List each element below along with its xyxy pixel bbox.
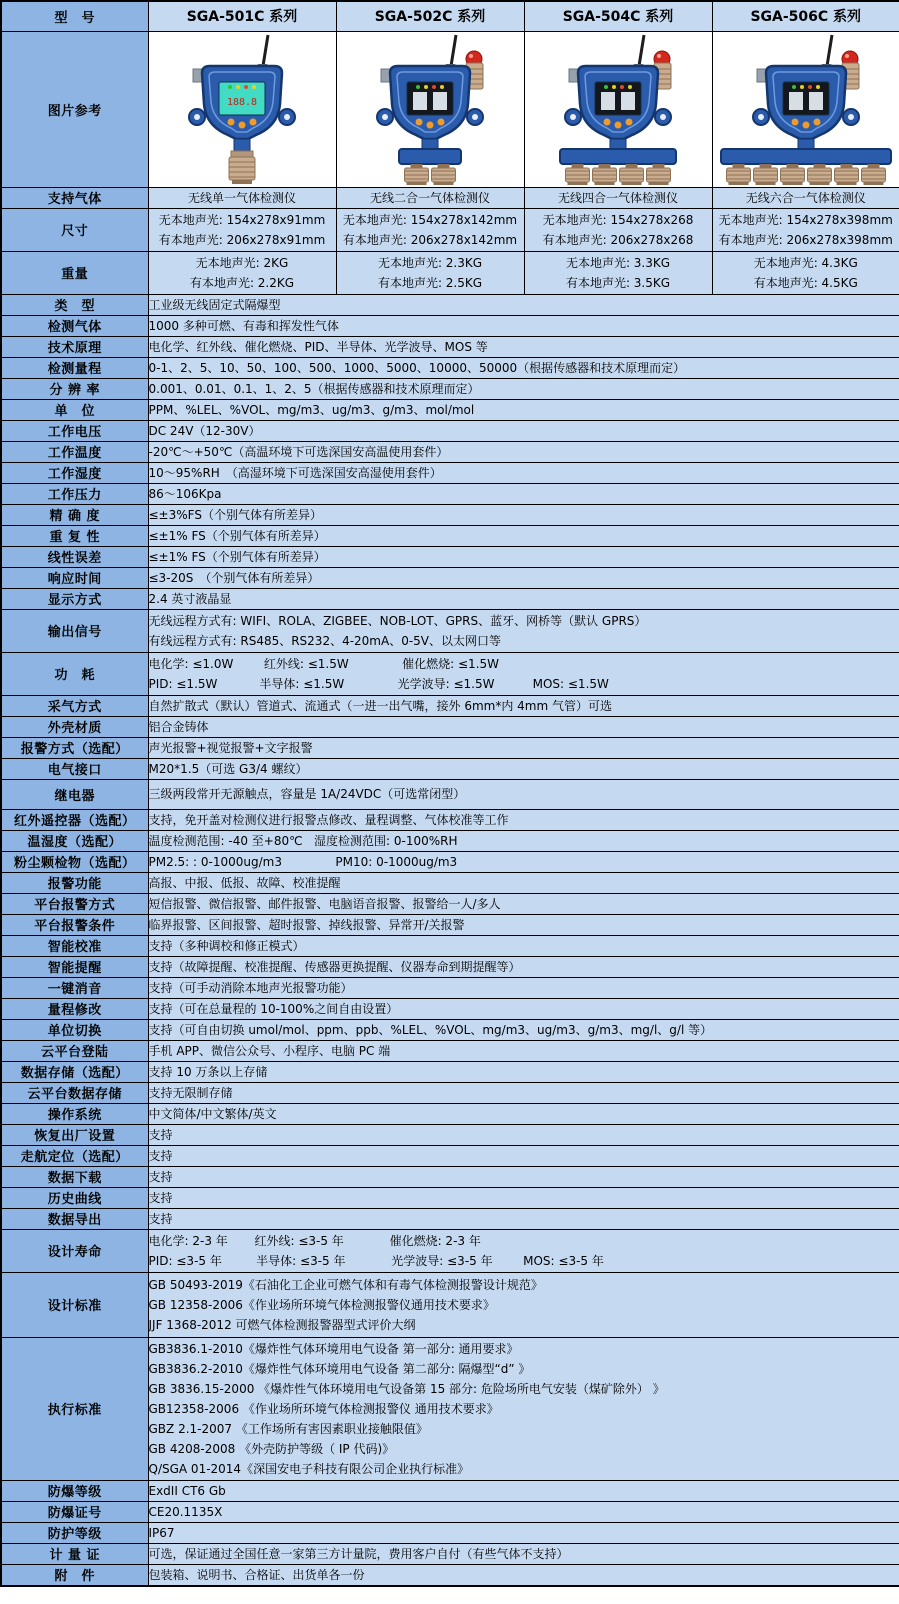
cell-line: 有本地声光: 2.5KG [377, 275, 483, 290]
cell-line: 支持（故障提醒、校准提醒、传感器更换提醒、仪器寿命到期提醒等） [148, 959, 521, 974]
table-row [1, 567, 899, 588]
row-label-os: 操作系统 [1, 1103, 148, 1124]
table-row [1, 1082, 899, 1103]
cell-line: 工业级无线固定式隔爆型 [148, 297, 281, 312]
cell-line: 支持 [148, 1211, 173, 1226]
table-row [1, 652, 899, 695]
row-label-display: 显示方式 [1, 588, 148, 609]
row-label-model: 型 号 [1, 1, 148, 31]
cell-supported-gas-3: 无线四合一气体检测仪 [524, 187, 712, 208]
cell-line: 铝合金铸体 [148, 719, 209, 734]
row-label-temp-humidity: 温湿度（选配） [1, 830, 148, 851]
row-label-housing-material: 外壳材质 [1, 716, 148, 737]
row-value-linearity-error [148, 546, 899, 567]
cell-line: GB 4208-2008 《外壳防护等级（ IP 代码)》 [148, 1441, 395, 1456]
row-value-display [148, 588, 899, 609]
row-value-dust-particle [148, 851, 899, 872]
row-value-alarm-mode [148, 737, 899, 758]
table-row [1, 851, 899, 872]
cell-weight-1 [148, 251, 336, 294]
cell-line: JJF 1368-2012 可燃气体检测报警器型式评价大纲 [148, 1317, 416, 1332]
table-row [1, 462, 899, 483]
cell-line: 支持，免开盖对检测仪进行报警点修改、量程调整、气体校准等工作 [148, 812, 509, 827]
table-row [1, 1019, 899, 1040]
cell-line: DC 24V（12-30V） [148, 423, 261, 438]
row-value-factory-reset [148, 1124, 899, 1145]
device-image-SGA-504C [525, 32, 711, 186]
cell-line: CE20.1135X [148, 1504, 223, 1519]
cell-line: -20℃～+50℃（高温环境下可选深国安高温使用套件） [148, 444, 449, 459]
row-value-working-voltage [148, 420, 899, 441]
svg-text:188.8: 188.8 [226, 97, 258, 108]
cell-line: 10～95%RH （高湿环境下可选深国安高湿使用套件） [148, 465, 442, 480]
cell-line: IP67 [148, 1525, 175, 1540]
cell-line: 短信报警、微信报警、邮件报警、电脑语音报警、报警给一人/多人 [148, 896, 501, 911]
row-value-sampling-method [148, 695, 899, 716]
cell-line: 有本地声光: 206x278x91mm [158, 232, 326, 247]
table-row [1, 251, 899, 294]
cell-line: 支持（可自由切换 umol/mol、ppm、ppb、%LEL、%VOL、mg/m3、ug/m3、g/m3、mg/l、g/l 等） [148, 1022, 713, 1037]
table-row [1, 504, 899, 525]
row-value-cloud-login [148, 1040, 899, 1061]
row-value-accuracy [148, 504, 899, 525]
row-label-detected-gases: 检测气体 [1, 315, 148, 336]
row-value-data-storage [148, 1061, 899, 1082]
row-value-resolution [148, 378, 899, 399]
table-row [1, 399, 899, 420]
row-value-relay [148, 779, 899, 809]
table-row [1, 737, 899, 758]
table-row [1, 294, 899, 315]
row-value-protection-grade [148, 1522, 899, 1543]
cell-line: 温度检测范围: -40 至+80℃ 湿度检测范围: 0-100%RH [148, 833, 458, 848]
cell-line: 可选，保证通过全国任意一家第三方计量院，费用客户自付（有些气体不支持） [148, 1546, 569, 1561]
table-row [1, 336, 899, 357]
cell-line: 无本地声光: 154x278x398mm [718, 212, 893, 227]
cell-line: ExdII CT6 Gb [148, 1483, 226, 1498]
row-label-linearity-error: 线性误差 [1, 546, 148, 567]
table-row [1, 1522, 899, 1543]
row-value-one-key-mute [148, 977, 899, 998]
row-label-type: 类 型 [1, 294, 148, 315]
row-label-accuracy: 精 确 度 [1, 504, 148, 525]
table-row [1, 758, 899, 779]
table-row [1, 1272, 899, 1337]
cell-line: GB12358-2006 《作业场所环境气体检测报警仪 通用技术要求》 [148, 1401, 499, 1416]
cell-line: GBZ 2.1-2007 《工作场所有害因素职业接触限值》 [148, 1421, 428, 1436]
row-value-history-curve [148, 1187, 899, 1208]
row-label-working-humidity: 工作湿度 [1, 462, 148, 483]
row-label-alarm-function: 报警功能 [1, 872, 148, 893]
row-label-dimensions: 尺寸 [1, 208, 148, 251]
cell-line: 有本地声光: 206x278x268 [542, 232, 694, 247]
cell-line: 0.001、0.01、0.1、1、2、5（根据传感器和技术原理而定） [148, 381, 480, 396]
row-value-range-modification [148, 998, 899, 1019]
row-label-range: 检测量程 [1, 357, 148, 378]
antenna-icon [827, 35, 832, 66]
row-value-nav-positioning [148, 1145, 899, 1166]
row-label-factory-reset: 恢复出厂设置 [1, 1124, 148, 1145]
row-value-data-download [148, 1166, 899, 1187]
cell-line: GB 12358-2006《作业场所环境气体检测报警仪通用技术要求》 [148, 1297, 495, 1312]
cell-line: ≤±3%FS（个别气体有所差异） [148, 507, 322, 522]
cell-line: 手机 APP、微信公众号、小程序、电脑 PC 端 [148, 1043, 391, 1058]
row-value-cloud-storage [148, 1082, 899, 1103]
row-label-design-standard: 设计标准 [1, 1272, 148, 1337]
row-value-housing-material [148, 716, 899, 737]
device-image-SGA-502C [337, 32, 523, 186]
cell-line: 无本地声光: 2.3KG [377, 255, 483, 270]
cell-line: 2.4 英寸液晶显 [148, 591, 232, 606]
cell-line: 支持 10 万条以上存储 [148, 1064, 268, 1079]
cell-dimensions-4 [712, 208, 899, 251]
model-header-2: SGA-502C 系列 [336, 1, 524, 31]
row-value-power-consumption [148, 652, 899, 695]
row-label-data-storage: 数据存储（选配） [1, 1061, 148, 1082]
row-value-execution-standard [148, 1337, 899, 1480]
table-row [1, 1480, 899, 1501]
cell-line: 无本地声光: 2KG [195, 255, 289, 270]
row-value-electrical-interface [148, 758, 899, 779]
cell-line: 有本地声光: 3.5KG [565, 275, 671, 290]
table-row [1, 1564, 899, 1586]
antenna-icon [451, 35, 456, 66]
cell-line: 无本地声光: 4.3KG [753, 255, 858, 270]
table-row [1, 1208, 899, 1229]
cell-line: 有本地声光: 2.2KG [189, 275, 295, 290]
table-row [1, 187, 899, 208]
table-row [1, 1229, 899, 1272]
row-value-repeatability [148, 525, 899, 546]
row-value-unit-switch [148, 1019, 899, 1040]
row-label-image-reference: 图片参考 [1, 31, 148, 187]
row-value-accessories [148, 1564, 899, 1586]
device-cell-SGA-504C [524, 31, 712, 187]
row-label-sampling-method: 采气方式 [1, 695, 148, 716]
device-cell-SGA-502C [336, 31, 524, 187]
row-label-supported-gas: 支持气体 [1, 187, 148, 208]
row-label-platform-alarm-condition: 平台报警条件 [1, 914, 148, 935]
row-value-platform-alarm-condition [148, 914, 899, 935]
row-value-smart-calibration [148, 935, 899, 956]
row-label-explosion-proof-cert: 防爆证号 [1, 1501, 148, 1522]
cell-line: 高报、中报、低报、故障、校准提醒 [148, 875, 341, 890]
model-header-4: SGA-506C 系列 [712, 1, 899, 31]
row-value-response-time [148, 567, 899, 588]
table-row [1, 809, 899, 830]
cell-line: 支持 [148, 1127, 173, 1142]
row-label-design-life: 设计寿命 [1, 1229, 148, 1272]
table-row [1, 998, 899, 1019]
table-row [1, 357, 899, 378]
row-label-alarm-mode: 报警方式（选配） [1, 737, 148, 758]
cell-weight-3 [524, 251, 712, 294]
table-row [1, 525, 899, 546]
table-row [1, 830, 899, 851]
row-label-unit: 单 位 [1, 399, 148, 420]
cell-supported-gas-4: 无线六合一气体检测仪 [712, 187, 899, 208]
cell-line: 无本地声光: 154x278x91mm [158, 212, 326, 227]
cell-line: PID: ≤3-5 年 半导体: ≤3-5 年 光学波导: ≤3-5 年 MOS: ≤3-5 年 [148, 1253, 604, 1268]
cell-line: 三级两段常开无源触点，容量是 1A/24VDC（可选常闭型） [148, 787, 466, 801]
cell-line: ≤±1% FS（个别气体有所差异） [148, 528, 326, 543]
table-row [1, 893, 899, 914]
cell-line: 自然扩散式（默认）管道式、流通式（一进一出气嘴，接外 6mm*内 4mm 气管）可选 [148, 698, 612, 713]
cell-line: M20*1.5（可选 G3/4 螺纹） [148, 761, 308, 776]
row-label-platform-alarm-mode: 平台报警方式 [1, 893, 148, 914]
cell-line: ≤3-20S （个别气体有所差异） [148, 570, 320, 585]
cell-supported-gas-2: 无线二合一气体检测仪 [336, 187, 524, 208]
row-label-metrology-cert: 计 量 证 [1, 1543, 148, 1564]
cell-line: 支持（可在总量程的 10-100%之间自由设置） [148, 1001, 399, 1016]
table-row [1, 1166, 899, 1187]
table-row [1, 1103, 899, 1124]
header-row [1, 1, 899, 31]
table-row [1, 872, 899, 893]
cell-line: 86～106Kpa [148, 486, 222, 501]
cell-weight-2 [336, 251, 524, 294]
row-value-working-temperature [148, 441, 899, 462]
cell-line: 支持（可手动消除本地声光报警功能） [148, 980, 353, 995]
table-row [1, 1543, 899, 1564]
row-label-technology: 技术原理 [1, 336, 148, 357]
row-label-history-curve: 历史曲线 [1, 1187, 148, 1208]
cell-line: 支持 [148, 1169, 173, 1184]
row-label-power-consumption: 功 耗 [1, 652, 148, 695]
table-row [1, 1187, 899, 1208]
row-value-explosion-proof-cert [148, 1501, 899, 1522]
cell-line: 有本地声光: 4.5KG [753, 275, 858, 290]
row-label-data-download: 数据下载 [1, 1166, 148, 1187]
table-row [1, 914, 899, 935]
image-row [1, 31, 899, 187]
table-row [1, 483, 899, 504]
device-image-SGA-501C [149, 32, 335, 186]
cell-line: 支持（多种调校和修正模式） [148, 938, 305, 953]
row-label-electrical-interface: 电气接口 [1, 758, 148, 779]
row-value-output-signal [148, 609, 899, 652]
antenna-icon [639, 35, 644, 66]
table-row [1, 779, 899, 809]
device-cell-SGA-501C [148, 31, 336, 187]
row-value-range [148, 357, 899, 378]
cell-line: 无本地声光: 3.3KG [565, 255, 671, 270]
row-value-type [148, 294, 899, 315]
table-row [1, 1145, 899, 1166]
cell-dimensions-1 [148, 208, 336, 251]
cell-line: 电化学: 2-3 年 红外线: ≤3-5 年 催化燃烧: 2-3 年 [148, 1233, 481, 1248]
cell-line: 中文简体/中文繁体/英文 [148, 1106, 277, 1121]
cell-dimensions-3 [524, 208, 712, 251]
device-cell-SGA-506C [712, 31, 899, 187]
cell-dimensions-2 [336, 208, 524, 251]
cell-line: 临界报警、区间报警、超时报警、掉线报警、异常开/关报警 [148, 917, 465, 932]
cell-line: 电化学、红外线、催化燃烧、PID、半导体、光学波导、MOS 等 [148, 339, 488, 354]
row-value-data-export [148, 1208, 899, 1229]
table-row [1, 1124, 899, 1145]
table-row [1, 588, 899, 609]
row-value-technology [148, 336, 899, 357]
table-row [1, 1061, 899, 1082]
row-label-working-pressure: 工作压力 [1, 483, 148, 504]
cell-line: 包装箱、说明书、合格证、出货单各一份 [148, 1567, 365, 1582]
row-value-metrology-cert [148, 1543, 899, 1564]
cell-line: 支持 [148, 1148, 173, 1163]
cell-line: 有本地声光: 206x278x142mm [342, 232, 518, 247]
row-label-weight: 重量 [1, 251, 148, 294]
cell-line: 0-1、2、5、10、50、100、500、1000、5000、10000、50000（根据传感器和技术原理而定） [148, 360, 686, 375]
cell-line: GB3836.2-2010《爆炸性气体环境用电气设备 第二部分: 隔爆型“d” 》 [148, 1361, 531, 1376]
model-header-3: SGA-504C 系列 [524, 1, 712, 31]
cell-line: ≤±1% FS（个别气体有所差异） [148, 549, 326, 564]
row-label-working-voltage: 工作电压 [1, 420, 148, 441]
row-label-relay: 继电器 [1, 779, 148, 809]
row-value-alarm-function [148, 872, 899, 893]
table-row [1, 441, 899, 462]
cell-line: 支持 [148, 1190, 173, 1205]
row-label-accessories: 附 件 [1, 1564, 148, 1586]
antenna-icon [263, 35, 268, 66]
table-row [1, 695, 899, 716]
row-value-unit [148, 399, 899, 420]
row-value-temp-humidity [148, 830, 899, 851]
row-label-explosion-proof-grade: 防爆等级 [1, 1480, 148, 1501]
table-row [1, 1040, 899, 1061]
row-value-working-pressure [148, 483, 899, 504]
cell-line: PM2.5: : 0-1000ug/m3 PM10: 0-1000ug/m3 [148, 854, 458, 869]
row-value-os [148, 1103, 899, 1124]
table-row [1, 420, 899, 441]
table-row [1, 546, 899, 567]
row-label-repeatability: 重 复 性 [1, 525, 148, 546]
row-value-smart-reminder [148, 956, 899, 977]
cell-line: GB 3836.15-2000 《爆炸性气体环境用电气设备第 15 部分: 危险场所电气安装（煤矿除外） 》 [148, 1381, 665, 1396]
cell-line: 有线远程方式有: RS485、RS232、4-20mA、0-5V、以太网口等 [148, 633, 502, 648]
row-value-explosion-proof-grade [148, 1480, 899, 1501]
cell-line: 电化学: ≤1.0W 红外线: ≤1.5W 催化燃烧: ≤1.5W [148, 656, 500, 671]
table-row [1, 315, 899, 336]
table-row [1, 956, 899, 977]
cell-line: 无本地声光: 154x278x268 [542, 212, 694, 227]
row-label-smart-reminder: 智能提醒 [1, 956, 148, 977]
row-value-design-standard [148, 1272, 899, 1337]
table-row [1, 1501, 899, 1522]
cell-line: 有本地声光: 206x278x398mm [718, 232, 893, 247]
row-label-output-signal: 输出信号 [1, 609, 148, 652]
row-label-unit-switch: 单位切换 [1, 1019, 148, 1040]
row-label-dust-particle: 粉尘颗检物（选配） [1, 851, 148, 872]
row-label-data-export: 数据导出 [1, 1208, 148, 1229]
cell-line: 无本地声光: 154x278x142mm [342, 212, 518, 227]
row-value-platform-alarm-mode [148, 893, 899, 914]
row-label-protection-grade: 防护等级 [1, 1522, 148, 1543]
row-label-response-time: 响应时间 [1, 567, 148, 588]
row-label-smart-calibration: 智能校准 [1, 935, 148, 956]
row-value-working-humidity [148, 462, 899, 483]
row-value-design-life [148, 1229, 899, 1272]
table-row [1, 716, 899, 737]
table-row [1, 208, 899, 251]
model-header-1: SGA-501C 系列 [148, 1, 336, 31]
cell-supported-gas-1: 无线单一气体检测仪 [148, 187, 336, 208]
row-label-range-modification: 量程修改 [1, 998, 148, 1019]
row-label-cloud-login: 云平台登陆 [1, 1040, 148, 1061]
cell-line: GB3836.1-2010《爆炸性气体环境用电气设备 第一部分: 通用要求》 [148, 1341, 519, 1356]
table-row [1, 378, 899, 399]
cell-line: 支持无限制存储 [148, 1085, 233, 1100]
row-label-nav-positioning: 走航定位（选配） [1, 1145, 148, 1166]
row-value-detected-gases [148, 315, 899, 336]
table-row [1, 609, 899, 652]
cell-weight-4 [712, 251, 899, 294]
row-label-ir-remote: 红外遥控器（选配） [1, 809, 148, 830]
row-label-resolution: 分 辨 率 [1, 378, 148, 399]
row-label-working-temperature: 工作温度 [1, 441, 148, 462]
cell-line: PID: ≤1.5W 半导体: ≤1.5W 光学波导: ≤1.5W MOS: ≤1.5W [148, 676, 609, 691]
device-image-SGA-506C [713, 32, 899, 186]
cell-line: GB 50493-2019《石油化工企业可燃气体和有毒气体检测报警设计规范》 [148, 1277, 543, 1292]
cell-line: 声光报警+视觉报警+文字报警 [148, 740, 313, 755]
cell-line: 1000 多种可燃、有毒和挥发性气体 [148, 318, 339, 333]
table-row [1, 935, 899, 956]
row-label-execution-standard: 执行标准 [1, 1337, 148, 1480]
row-label-one-key-mute: 一键消音 [1, 977, 148, 998]
table-row [1, 1337, 899, 1480]
row-value-ir-remote [148, 809, 899, 830]
cell-line: 无线远程方式有: WIFI、ROLA、ZIGBEE、NOB-LOT、GPRS、蓝牙、网桥等（默认 GPRS） [148, 613, 647, 628]
table-row [1, 977, 899, 998]
row-label-cloud-storage: 云平台数据存储 [1, 1082, 148, 1103]
cell-line: PPM、%LEL、%VOL、mg/m3、ug/m3、g/m3、mol/mol [148, 402, 475, 417]
cell-line: Q/SGA 01-2014《深国安电子科技有限公司企业执行标准》 [148, 1461, 470, 1476]
